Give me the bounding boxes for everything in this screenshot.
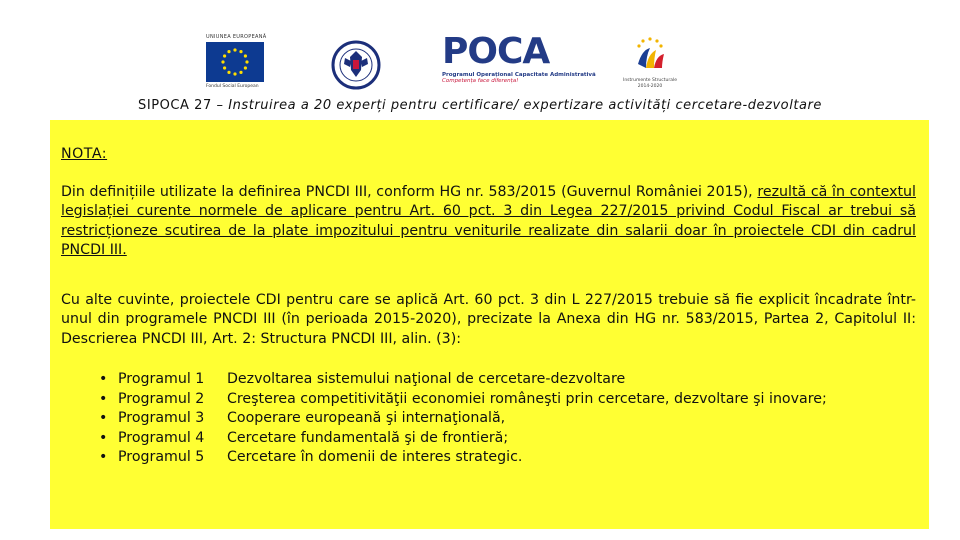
definition-conclusion: rezultă că în contextul legislației curente normele de aplicare pentru Art. 60 pct. 3 din Legea 227/2015 privind Codul Fiscal ar trebui să restricționeze scutirea de la plate impozitului pentru veniturile realizate din salarii doar în proiectele CDI din cadrul PNCDI III. xyxy=(61,183,916,258)
poca-tagline: Programul Operațional Capacitate Administrativă xyxy=(442,72,596,78)
poca-slogan: Competența face diferența! xyxy=(442,78,519,84)
bullet-icon: • xyxy=(99,410,108,426)
project-code: SIPOCA 27 – xyxy=(138,98,229,113)
program-list xyxy=(61,370,916,468)
program-description: Cercetare fundamentală şi de frontieră; xyxy=(227,429,509,446)
eu-flag-icon xyxy=(206,42,264,82)
list-item xyxy=(99,448,916,468)
bullet-icon: • xyxy=(99,429,108,446)
definition-lead: Din definițiile utilizate la definirea PNCDI III, conform HG nr. 583/2015 (Guvernul României 2015), xyxy=(61,183,758,200)
structural-instruments-icon xyxy=(622,34,678,74)
poca-logo xyxy=(442,31,596,96)
structural-instruments-caption xyxy=(622,78,678,90)
logo-strip xyxy=(0,31,960,96)
list-item xyxy=(99,370,916,390)
other-words-paragraph: Cu alte cuvinte, proiectele CDI pentru care se aplică Art. 60 pct. 3 din L 227/2015 trebuie să fie explicit încadrate într-unul din programele PNCDI III (în perioada 2015-2020), precizate la Anexa din HG nr. 583/2015, Partea 2, Capitolul II: Descrierea PNCDI III, Art. 2: Structura PNCDI III, alin. (3): xyxy=(61,291,916,347)
list-item xyxy=(99,429,916,449)
bullet-icon: • xyxy=(99,390,108,407)
eu-caption-bottom: Fondul Social European xyxy=(206,84,259,89)
romanian-government-seal-icon xyxy=(331,40,381,90)
bullet-icon: • xyxy=(99,371,108,387)
structural-instruments-caption-line-1: Instrumente Structurale xyxy=(623,78,677,83)
structural-instruments-caption-line-2: 2014-2020 xyxy=(637,84,663,89)
eu-stars-icon xyxy=(206,42,264,82)
program-description: Dezvoltarea sistemului naţional de cercetare-dezvoltare xyxy=(227,371,626,387)
program-number: Programul 5 xyxy=(118,449,205,465)
note-content xyxy=(61,145,916,468)
program-description: Creşterea competitivităţii economiei româneşti prin cercetare, dezvoltare şi inovare; xyxy=(227,390,827,407)
list-item xyxy=(99,409,916,429)
program-number: Programul 1 xyxy=(118,371,205,387)
program-number: Programul 3 xyxy=(118,410,205,426)
program-number: Programul 2 xyxy=(118,390,205,407)
list-item xyxy=(99,390,916,410)
poca-wordmark xyxy=(442,31,566,72)
eu-caption-top: UNIUNEA EUROPEANĂ xyxy=(206,34,267,40)
nota-label: NOTA: xyxy=(61,146,108,162)
program-description: Cercetare în domenii de interes strategic. xyxy=(227,449,523,465)
project-title: Instruirea a 20 experți pentru certificare/ expertizare activități cercetare-dezvoltare xyxy=(228,98,822,113)
structural-instruments-logo xyxy=(622,34,678,96)
poca-wordmark-text: POCA xyxy=(442,31,550,72)
definition-paragraph xyxy=(61,183,916,261)
program-number: Programul 4 xyxy=(118,429,205,446)
program-description: Cooperare europeană şi internaţională, xyxy=(227,410,506,426)
project-subtitle xyxy=(0,98,960,113)
bullet-icon: • xyxy=(99,449,108,465)
eu-logo xyxy=(206,34,266,89)
